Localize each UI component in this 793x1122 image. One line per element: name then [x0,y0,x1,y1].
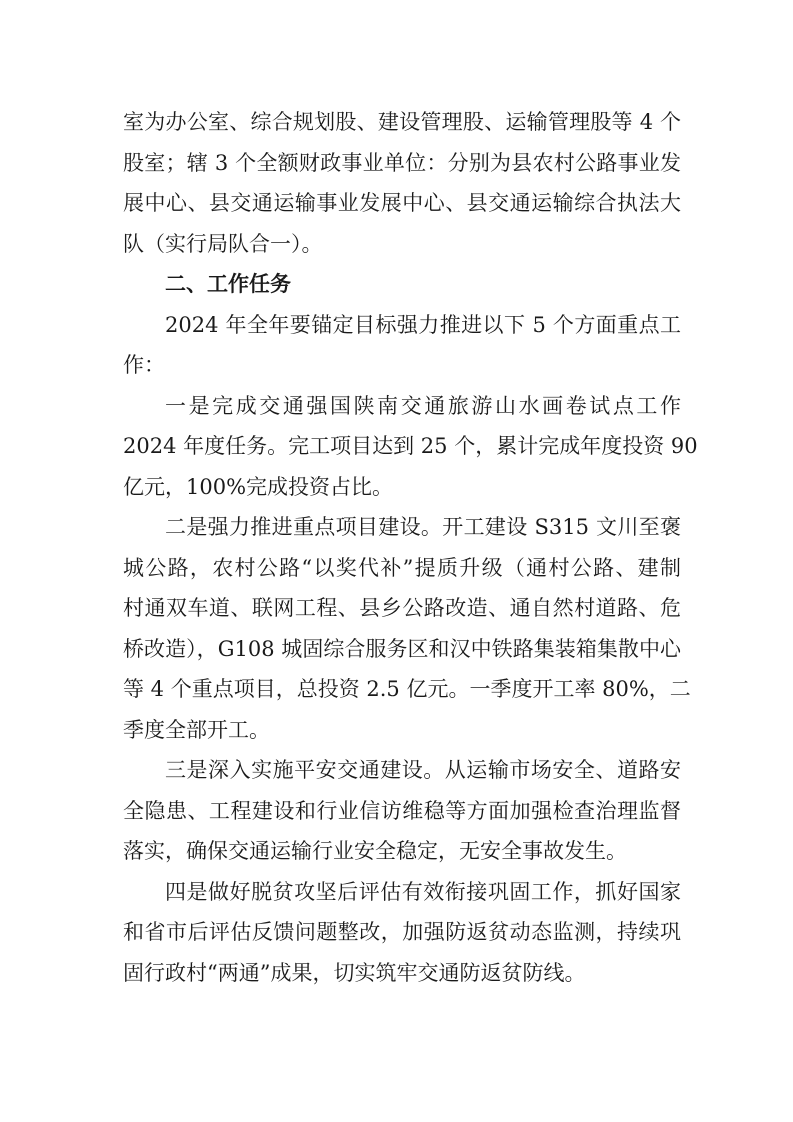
section-heading-text: 二、工作任务 [165,272,291,296]
document-body [123,102,698,993]
section-heading [123,264,681,305]
text-line: 全隐患、工程建设和行业信访维稳等方面加强检查治理监督 [123,798,681,823]
text-line: 二是强力推进重点项目建设。开工建设 S315 文川至褒 [165,515,681,539]
text-line: 三是深入实施平安交通建设。从运输市场安全、道路安 [165,758,681,782]
text-line: 四是做好脱贫攻坚后评估有效衔接巩固工作，抓好国家 [165,879,681,904]
text-line: 村通双车道、联网工程、县乡公路改造、通自然村道路、危 [123,596,681,620]
text-line: 城公路，农村公路“以奖代补”提质升级（通村公路、建制 [123,555,681,580]
text-line: 股室；辖 3 个全额财政事业单位：分别为县农村公路事业发 [123,150,681,175]
text-line: 队（实行局队合一）。 [123,231,323,256]
text-line: 季度全部开工。 [123,717,270,742]
paragraph-intro [123,305,681,386]
paragraph-task-3 [123,750,681,872]
text-line: 2024 年度任务。完工项目达到 25 个，累计完成年度投资 90 [123,434,698,458]
text-line: 固行政村“两通”成果，切实筑牢交通防返贫防线。 [123,960,586,985]
text-line: 一是完成交通强国陕南交通旅游山水画卷试点工作 [165,393,681,418]
text-line: 作： [123,353,165,377]
paragraph-task-2 [123,507,691,750]
text-line: 展中心、县交通运输事业发展中心、县交通运输综合执法大 [123,191,681,215]
text-line: 等 4 个重点项目，总投资 2.5 亿元。一季度开工率 80%，二 [123,677,691,701]
paragraph-office-structure [123,102,681,264]
text-line: 2024 年全年要锚定目标强力推进以下 5 个方面重点工 [165,312,681,337]
text-line: 亿元，100%完成投资占比。 [123,474,394,499]
paragraph-task-1 [123,386,698,508]
text-line: 落实，确保交通运输行业安全稳定，无安全事故发生。 [123,839,627,863]
text-line: 和省市后评估反馈问题整改，加强防返贫动态监测，持续巩 [123,920,681,944]
paragraph-task-4 [123,872,681,994]
text-line: 室为办公室、综合规划股、建设管理股、运输管理股等 4 个 [123,110,681,134]
text-line: 桥改造），G108 城固综合服务区和汉中铁路集装箱集散中心 [123,636,681,661]
